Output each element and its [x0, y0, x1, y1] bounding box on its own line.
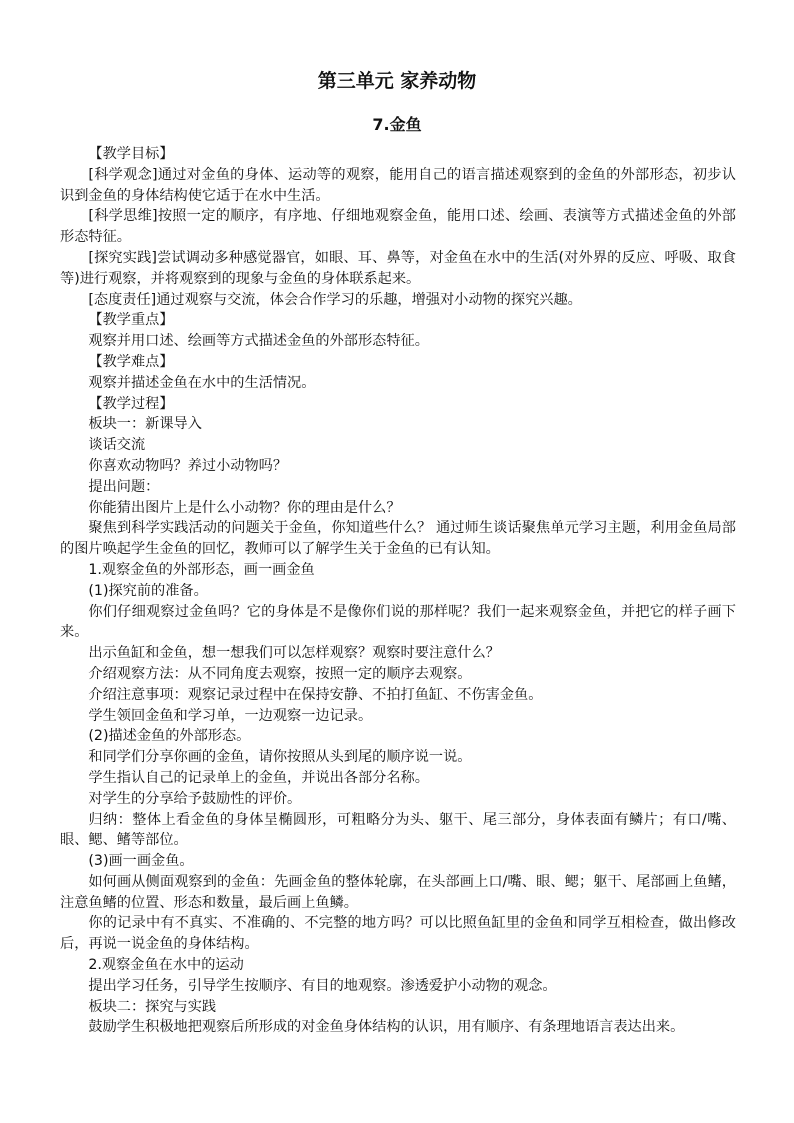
paragraph: 【教学过程】 [88, 395, 174, 412]
paragraph: (1)探究前的准备。 [88, 582, 208, 599]
paragraph: 你喜欢动物吗？养过小动物吗？ [88, 457, 288, 474]
paragraph: 你们仔细观察过金鱼吗？它的身体是不是像你们说的那样呢？我们一起来观察金鱼，并把它的样子画下来。 [60, 603, 736, 641]
paragraph: 板块二：探究与实践 [88, 998, 217, 1015]
paragraph: [态度责任]通过观察与交流，体会合作学习的乐趣，增强对小动物的探究兴趣。 [88, 291, 582, 308]
paragraph: [科学思维]按照一定的顺序，有序地、仔细地观察金鱼，能用口述、绘画、表演等方式描述金鱼的外部形态特征。 [60, 208, 736, 246]
paragraph: 鼓励学生积极地把观察后所形成的对金鱼身体结构的认识，用有顺序、有条理地语言表达出来。 [88, 1019, 685, 1036]
paragraph: 你能猜出图片上是什么小动物？你的理由是什么？ [88, 499, 401, 516]
lesson-title: 7.金鱼 [372, 115, 422, 134]
paragraph: 提出问题： [88, 478, 160, 495]
paragraph: 观察并描述金鱼在水中的生活情况。 [88, 374, 316, 391]
paragraph: 提出学习任务，引导学生按顺序、有目的地观察。渗透爱护小动物的观念。 [88, 977, 557, 994]
paragraph: 如何画从侧面观察到的金鱼：先画金鱼的整体轮廓，在头部画上口/嘴、眼、鳃；躯干、尾部画上鱼鳍，注意鱼鳍的位置、形态和数量，最后画上鱼鳞。 [60, 873, 736, 911]
paragraph: 对学生的分享给予鼓励性的评价。 [88, 790, 302, 807]
paragraph: 【教学目标】 [88, 146, 174, 162]
paragraph: (2)描述金鱼的外部形态。 [88, 728, 251, 745]
paragraph: 介绍注意事项：观察记录过程中在保持安静、不拍打鱼缸、不伤害金鱼。 [88, 686, 543, 703]
paragraph: 板块一：新课导入 [88, 416, 202, 433]
paragraph: 归纳：整体上看金鱼的身体呈椭圆形，可粗略分为头、躯干、尾三部分，身体表面有鳞片；有口/嘴、眼、鳃、鳍等部位。 [60, 811, 736, 849]
paragraph: 出示鱼缸和金鱼，想一想我们可以怎样观察？观察时要注意什么？ [88, 645, 500, 662]
lesson-body [60, 144, 736, 1038]
paragraph: 2.观察金鱼在水中的运动 [88, 957, 244, 974]
paragraph: 介绍观察方法：从不同角度去观察，按照一定的顺序去观察。 [88, 665, 472, 682]
paragraph: 谈话交流 [88, 437, 146, 454]
paragraph: 学生指认自己的记录单上的金鱼，并说出各部分名称。 [88, 769, 429, 786]
paragraph: (3)画一画金鱼。 [88, 853, 194, 870]
paragraph: 学生领回金鱼和学习单，一边观察一边记录。 [88, 707, 373, 724]
paragraph: 【教学难点】 [88, 353, 174, 370]
paragraph: [探究实践]尝试调动多种感觉器官，如眼、耳、鼻等，对金鱼在水中的生活(对外界的反应、呼吸、取食等)进行观察，并将观察到的现象与金鱼的身体联系起来。 [60, 249, 736, 287]
paragraph: 1.观察金鱼的外部形态，画一画金鱼 [88, 561, 315, 578]
paragraph: 【教学重点】 [88, 312, 174, 329]
unit-title: 第三单元 家养动物 [317, 70, 477, 92]
paragraph: 观察并用口述、绘画等方式描述金鱼的外部形态特征。 [88, 333, 429, 350]
paragraph: 和同学们分享你画的金鱼，请你按照从头到尾的顺序说一说。 [88, 749, 472, 766]
paragraph: 你的记录中有不真实、不准确的、不完整的地方吗？可以比照鱼缸里的金鱼和同学互相检查，做出修改后，再说一说金鱼的身体结构。 [60, 915, 736, 953]
paragraph: 聚焦到科学实践活动的问题关于金鱼，你知道些什么？ 通过师生谈话聚焦单元学习主题，利用金鱼局部的图片唤起学生金鱼的回忆，教师可以了解学生关于金鱼的已有认知。 [60, 520, 736, 558]
paragraph: [科学观念]通过对金鱼的身体、运动等的观察，能用自己的语言描述观察到的金鱼的外部形态，初步认识到金鱼的身体结构使它适于在水中生活。 [60, 166, 736, 204]
